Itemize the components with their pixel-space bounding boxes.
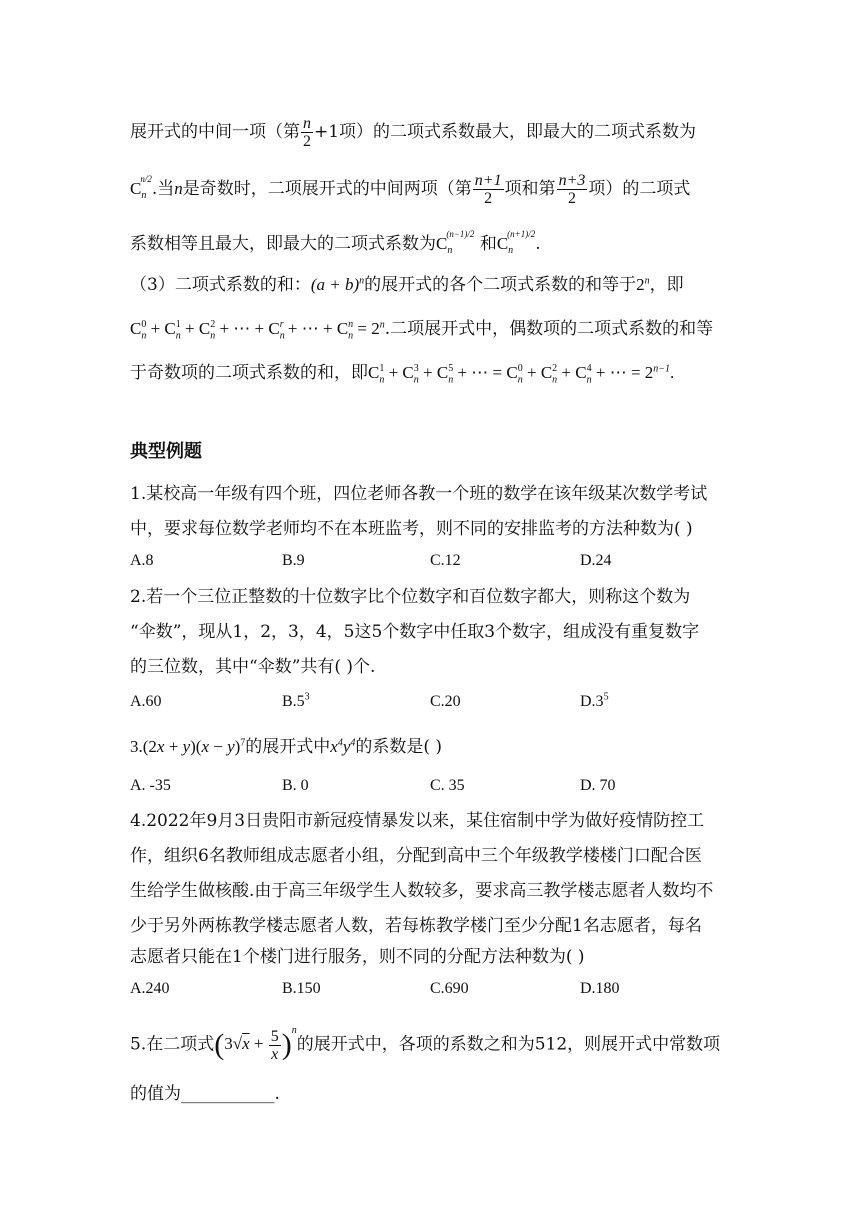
theory-line-4: （3）二项式系数的和：$(a + b)^n$的展开式的各个二项式系数的和等于2$^n$，即 — [130, 275, 684, 295]
binomial-coef-upper: $C_n^{(n+1)/2}$ — [496, 229, 536, 256]
q4-option-c[interactable]: C.690 — [430, 980, 469, 997]
question-4-line-3: 生给学生做核酸.由于高三年级学生人数较多，要求高三教学楼志愿者人数均不 — [130, 881, 714, 901]
q3-expression: $3.(2x + y)(x - y)^7$ — [130, 737, 246, 756]
q2-option-b[interactable]: $B.5^3$ — [282, 691, 310, 710]
question-2-line-2: “伞数”，现从1，2，3，4，5这5个数字中任取3个数字，组成没有重复数字 — [130, 622, 700, 642]
question-4-line-4: 少于另外两栋教学楼志愿者人数，若每栋教学楼门至少分配1名志愿者，每名 — [130, 916, 702, 936]
question-4-line-5: 志愿者只能在1个楼门进行服务，则不同的分配方法种数为( ) — [130, 947, 585, 967]
question-2-line-3: 的三位数，其中“伞数”共有( )个. — [130, 657, 376, 677]
binomial-sum-formula: $C_n^0 + C_n^1 + C_n^2$ + ⋯ + $C_n^r$ + ⋯ + $C_n^n = 2^n$ — [130, 319, 385, 342]
binomial-expression: $(a + b)^n$ — [310, 275, 365, 294]
question-1-line-2: 中，要求每位数学老师均不在本班监考，则不同的安排监考的方法种数为( ) — [130, 519, 693, 539]
question-1-line-1: 1.某校高一年级有四个班，四位老师各教一个班的数学在该年级某次数学考试 — [130, 484, 708, 504]
q2-option-d[interactable]: $D.3^5$ — [580, 691, 609, 710]
q2-option-a[interactable]: A.60 — [130, 693, 162, 710]
theory-line-6: 于奇数项的二项式系数的和，即$C_n^1 + C_n^3 + C_n^5$ + ⋯ = $C_n^0 + C_n^2 + C_n^4$ + ⋯ = $2^{n-1}$. — [130, 363, 675, 386]
q1-option-a[interactable]: A.8 — [130, 552, 154, 569]
q4-option-a[interactable]: A.240 — [130, 980, 170, 997]
fraction-n-plus-3-over-2: $\frac{n+3}{2}$ — [558, 172, 586, 207]
question-4-line-1: 4.2022年9月3日贵阳市新冠疫情暴发以来，某住宿制中学为做好疫情防控工 — [130, 811, 705, 831]
question-2-line-1: 2.若一个三位正整数的十位数字比个位数字和百位数字都大，则称这个数为 — [130, 587, 691, 607]
binomial-coef-middle: $C_n^{n/2}$ — [130, 174, 152, 201]
section-title: 典型例题 — [130, 441, 202, 462]
fraction-n-plus-1-over-2: $\frac{n+1}{2}$ — [474, 172, 502, 207]
q3-option-b[interactable]: B. 0 — [282, 777, 309, 794]
theory-line-3: 系数相等且最大，即最大的二项式系数为$C_n^{(n-1)/2}$ 和$C_n^{(n+1)/2}$. — [130, 229, 541, 256]
theory-line-1 — [130, 115, 696, 150]
fraction-n-over-2: $\frac{n}{2}$ — [303, 115, 311, 150]
q2-option-c[interactable]: C.20 — [430, 693, 461, 710]
q4-option-b[interactable]: B.150 — [282, 980, 321, 997]
q3-option-a[interactable]: A. -35 — [130, 777, 171, 794]
question-5-line-2: 的值为___________. — [130, 1084, 280, 1104]
q3-term: $x^4y^4$ — [330, 737, 356, 756]
theory-line-2: $C_n^{n/2}$.当n是奇数时，二项展开式的中间两项（第 $\frac{n+1}{2}$ 项和第 $\frac{n+3}{2}$ 项）的二项式 — [130, 172, 691, 207]
q1-option-b[interactable]: B.9 — [282, 552, 305, 569]
theory-text: 展开式的中间一项（第 — [130, 122, 300, 142]
q1-option-c[interactable]: C.12 — [430, 552, 461, 569]
q1-option-d[interactable]: D.24 — [580, 552, 612, 569]
q3-option-d[interactable]: D. 70 — [580, 777, 616, 794]
q5-binomial: (3√x + $\frac{5}{x}$ )$^n$ — [214, 1024, 297, 1063]
q4-option-d[interactable]: D.180 — [580, 980, 620, 997]
question-5-line-1: 5.在二项式(3√x + $\frac{5}{x}$ )$^n$的展开式中，各项的系数之和为512，则展开式中常数项 — [130, 1024, 721, 1063]
two-power-n: 2$^n$ — [636, 275, 650, 294]
q3-option-c[interactable]: C. 35 — [430, 777, 465, 794]
question-4-line-2: 作，组织6名教师组成志愿者小组，分配到高中三个年级教学楼楼门口配合医 — [130, 846, 702, 866]
theory-text: +1项）的二项式系数最大，即最大的二项式系数为 — [314, 122, 697, 142]
question-3: $3.(2x + y)(x - y)^7$的展开式中$x^4y^4$的系数是( ) — [130, 737, 443, 757]
binomial-coef-lower: $C_n^{(n-1)/2}$ — [436, 229, 475, 256]
odd-even-sum-formula: $C_n^1 + C_n^3 + C_n^5$ + ⋯ = $C_n^0 + C_n^2 + C_n^4$ + ⋯ = $2^{n-1}$. — [368, 363, 675, 386]
theory-line-5: $C_n^0 + C_n^1 + C_n^2$ + ⋯ + $C_n^r$ + ⋯ + $C_n^n = 2^n$.二项展开式中，偶数项的二项式系数的和等 — [130, 319, 714, 342]
